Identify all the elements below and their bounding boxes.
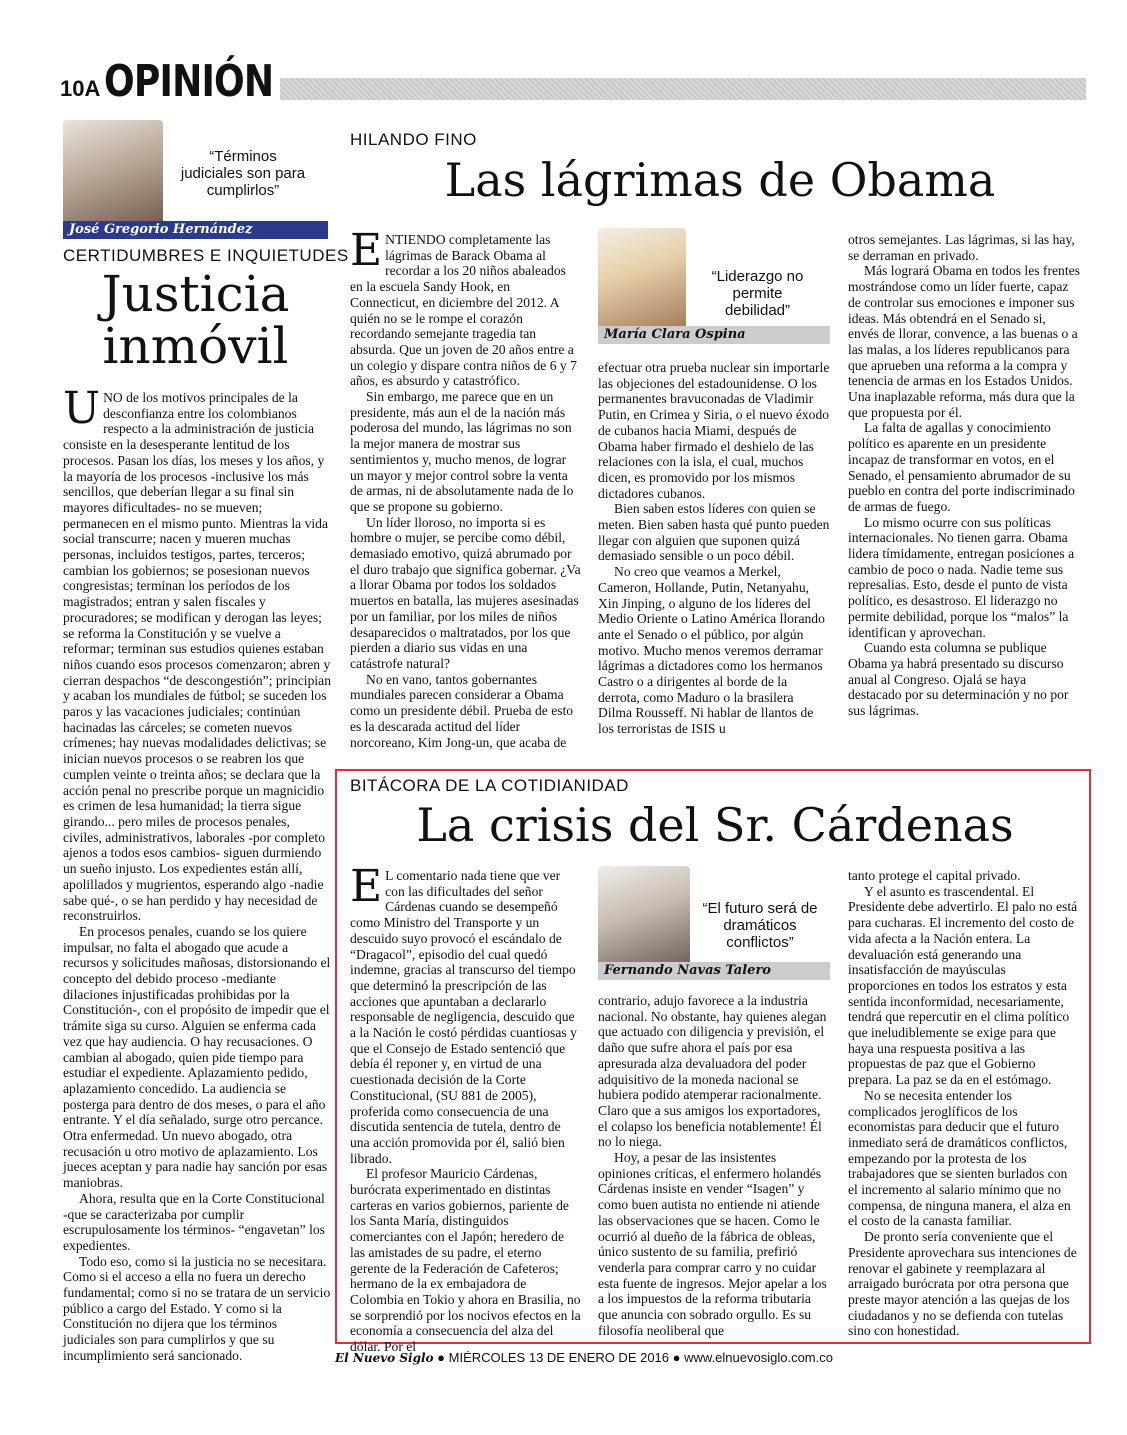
hilando-col3: otros semejantes. Las lágrimas, si las hay, se derraman en privado. Más logrará Obama en todos les frentes mostrándose como un líder fuerte, capaz de controlar sus emociones e imponer sus ideas. Más obtendrá en el Senado si, envés de llorar, convence, a las buenas o a las malas, a los líderes republicanos para que aprueben una reforma a la compra y tenencia de armas en los Estados Unidos. Una inaplazable reforma, más dura que la que propuesta por él. La falta de agallas y conocimiento político es aparente en un presidente incapaz de transformar en votos, en el Senado, el pensamiento abrumador de su pueblo en contra del porte indiscriminado de armas de fuego. Lo mismo ocurre con sus políticas internacionales. No tienen garra. Obama lidera tímidamente, entregan posiciones a cambio de poco o nada. Nadie teme sus represalias. Esto, desde el punto de vista político, es desastroso. El liderazgo no permite debilidad, porque los “malos” la identifican y aprovechan. Cuando esta columna se publique Obama ya habrá presentado su discurso anual al Congreso. Ojalá se haya destacado por su determinación y no por sus lágrimas. [848,232,1080,719]
pull-quote-hilando: “Liderazgo no permite debilidad” [711,268,804,319]
headline-left-line1: Justicia [101,265,290,323]
header-band [280,78,1086,100]
hilando-col1: ENTIENDO completamente las lágrimas de Barack Obama al recordar a los 20 niños abaleados en la escuela Sandy Hook, en Connecticut, en diciembre del 2012. A quién no se le rompe el corazón recordando semejante tragedia tan absurda. Que un joven de 20 años entre a un colegio y dispare contra niños de 6 y 7 años, es absurdo y catastrófico. Sin embargo, me parece que en un presidente, más aun el de la nación más poderosa del mundo, las lágrimas no son la mejor manera de mostrar sus sentimientos y, mucho menos, de lograr un mayor y mejor control sobre la venta de armas, ni de absolutamente nada de lo que se propone su gobierno. Un líder lloroso, no importa si es hombre o mujer, se percibe como débil, demasiado emotivo, quizá abrumado por el duro trabajo que significa gobernar. ¿Va a llorar Obama por todos los soldados muertos en batalla, las mujeres asesinadas por un familiar, por los miles de niños desaparecidos o maltratados, por los que pierden a diario sus vidas en una catástrofe natural? No en vano, tantos gobernantes mundiales parecen considerar a Obama como un presidente débil. Prueba de esto es la descarada actitud del líder norcoreano, Kim Jong-un, que acaba de [350,225,581,750]
page-footer [335,1350,1095,1370]
hilando-col2: efectuar otra prueba nuclear sin importarle las objeciones del estadounidense. O los permanentes bravuconadas de Vladimir Putin, en Crimea y Siria, o el nuevo éxodo de cubanos hacia Miami, después de Obama haber firmado el deshielo de las relaciones con la isla, el cual, muchos dicen, es promovido por los mismos dictadores cubanos. Bien saben estos líderes con quien se meten. Bien saben hasta qué punto pueden llegar con alguien que suponen quizá demasiado sensible o un poco débil. No creo que veamos a Merkel, Cameron, Hollande, Putin, Netanyahu, Xin Jinping, o alguno de los líderes del Medio Oriente o Latino América llorando ante el Senado o el público, por algún motivo. Mucho menos veremos derramar lágrimas a dictadores como los hermanos Castro o a dirigentes al borde de la derrota, como Maduro o la brasilera Dilma Rousseff. Ni hablar de llantos de los terroristas de ISIS u [598,360,830,737]
headline-left [63,265,328,375]
author-name-hernandez: José Gregorio Hernández [63,221,328,239]
dropcap-left: U [63,383,101,434]
footer-date: MIÉRCOLES 13 DE ENERO DE 2016 [448,1350,670,1365]
page-header [60,56,1086,107]
pull-quote-left: “Términos judiciales son para cumplirlos” [180,148,306,199]
author-name-navas: Fernando Navas Talero [598,962,830,980]
author-photo-ospina [598,228,686,338]
kicker-hilando: HILANDO FINO [350,130,477,149]
footer-bullet-icon: ● [672,1350,681,1365]
article-left-body: UNO de los motivos principales de la desconfianza entre los colombianos respecto a la administración de justicia consiste en la desesperante lentitud de los procesos. Pasan los días, los meses y los años, y la mayoría de los procesos -inclusive los más sencillos, que deberían llegar a su final sin mayores dificultades- no se mueven; permanecen en el mismo punto. Mientras la vida social transcurre; nacen y mueren muchas personas, incluidos testigos, partes, terceros; cambian los gobiernos; se posesionan nuevos congresistas; terminan los períodos de los magistrados; entran y salen fiscales y procuradores; se modifican y derogan las leyes; se reforma la Constitución y se vuelve a reformar; terminan sus estudios quienes estaban niños cuando esos procesos comenzaron; abren y cierran despachos “de descongestión”; principian y acaban los mundiales de fútbol; se suceden los paros y las vacaciones judiciales; continúan hacinadas las cárceles; se cometen nuevos crímenes; hay nuevas modalidades delictivas; se inician nuevos procesos o se reabren los que cumplen veinte o treinta años; se declara que la acción penal no prescribe porque un magnicidio es crimen de lesa humanidad; la tierra sigue girando... pero miles de procesos penales, civiles, administrativos, laborales -por completo ajenos a todos esos cambios- siguen durmiendo un sueño injusto. Los expedientes están allí, apolillados y mugrientos, esperando algo -nadie sabe qué-, o se han perdido y hay necesidad de reconstruirlos. En procesos penales, cuando se los quiere impulsar, no falta el abogado que acude a recursos y solicitudes mañosas, distorsionando el concepto del debido proceso -mediante dilaciones injustificadas prohibidas por la Constitución-, con el propósito de impedir que el trámite siga su curso. Alguien se enferma cada vez que hay audiencia. O hay recusaciones. O cambian al abogado, quien pide tiempo para estudiar el expediente. Aplazamiento pedido, aplazamiento concedido. La audiencia se posterga para dentro de dos meses, o para el año entrante. Y el día señalado, surge otro percance. Otra enfermedad. Un nuevo abogado, otra recusación u otro motivo de aplazamiento. Los jueces aceptan y para nadie hay sanción por esas maniobras. Ahora, resulta que en la Corte Constitucional -que se caracterizaba por cumplir escrupulosamente los términos- “engavetan” los expedientes. Todo eso, como si la justicia no se necesitara. Como si el acceso a ella no fuera un derecho fundamental; como si no se tratara de un servicio público a cargo del Estado. Y como si la Constitución no dijera que los términos judiciales son para cumplirlos y que su incumplimiento será sancionado. [63,383,331,1363]
bitacora-col1: E L comentario nada tiene que ver con las dificultades del señor Cárdenas cuando se desempeñó como Ministro del Transporte y un descuido suyo provocó el escándalo de “Dragacol”, episodio del cual quedó indemne, gracias al transcurso del tiempo que determinó la prescripción de las acciones que apuntaban a declararlo responsable de negligencia, descuido que a la Nación le costó pérdidas cuantiosas y que el Consejo de Estado sentenció que debía él reponer y, en virtud de una cuestionada decisión de la Corte Constitucional, (SU 881 de 2005), proferida como consecuencia de una discutida sentencia de tutela, dentro de una acción promovida por él, salió bien librado. El profesor Mauricio Cárdenas, burócrata experimentado en distintas carteras en varios gobiernos, pariente de los Santa María, distinguidos comerciantes con el Japón; heredero de las amistades de su padre, el eterno gerente de la Federación de Cafeteros; hermano de la ex embajadora de Colombia en Tokio y ahora en Brasilia, no se sorprendió por los nocivos efectos en la economía a consecuencia del alza del dólar. Por el [350,861,581,1355]
footer-logo: El Nuevo Siglo [335,1351,434,1365]
section-title: OPINIÓN [104,56,274,107]
dropcap-bitacora: E [350,861,383,912]
pull-quote-bitacora: “El futuro será de dramáticos conflictos” [702,900,818,951]
dropcap-hilando: E [350,225,383,276]
author-photo-navas [598,866,690,966]
bitacora-col3: tanto protege el capital privado. Y el asunto es trascendental. El Presidente debe advertirlo. El palo no está para cucharas. El incremento del costo de vida afecta a la Nación entera. La devaluación está generando una insatisfacción de mayúsculas proporciones en todos los estratos y esta sentida inconformidad, necesariamente, tendrá que repercutir en el clima político que ineludiblemente se exige para que haya una respuesta positiva a las propuestas de paz que el Gobierno prepara. La paz se da en el estómago. No se necesita entender los complicados jeroglíficos de los economistas para deducir que el futuro inmediato será de dramáticos conflictos, empezando por la protesta de los trabajadores que se sienten burlados con el incremento al salario mínimo que no compensa, de ninguna manera, el alza en el costo de la canasta familiar. De pronto sería conveniente que el Presidente aprovechara sus intenciones de renovar el gabinete y reemplazara al arraigado burócrata por otra persona que preste mayor atención a las quejas de los ciudadanos y no se defienda con tutelas sino con honestidad. [848,868,1078,1339]
headline-left-line2: inmóvil [102,317,289,375]
page-number: 10A [60,76,101,101]
author-name-ospina: María Clara Ospina [598,326,830,344]
author-photo-hernandez [63,120,163,228]
bitacora-col2: contrario, adujo favorece a la industria nacional. No obstante, hay quienes alegan que actuado con diligencia y previsión, el daño que sufre ahora el país por esa apresurada alza devaluadora del poder adquisitivo de la moneda nacional se hubiera podido atemperar racionalmente. Claro que a sus amigos los exportadores, el colapso los beneficia notablemente! Él no lo niega. Hoy, a pesar de las insistentes opiniones críticas, el enfermero holandés Cárdenas insiste en vender “Isagen” y como buen autista no entiende ni atiende las observaciones que se hacen. Como le ocurrió al dueño de la fábrica de obleas, único sustento de su familia, prefirió venderla para comprar carro y no cuidar esta fuente de ingresos. Mejor apelar a los a los impuestos de la reforma tributaria que anuncia con sobrado orgullo. Es su filosofía neoliberal que [598,993,827,1338]
kicker-left: CERTIDUMBRES E INQUIETUDES [63,246,349,265]
headline-bitacora: La crisis del Sr. Cárdenas [416,798,1014,852]
footer-bullet-icon: ● [437,1350,446,1365]
kicker-bitacora: BITÁCORA DE LA COTIDIANIDAD [350,776,629,795]
footer-url: www.elnuevosiglo.com.co [684,1350,833,1365]
headline-hilando: Las lágrimas de Obama [444,153,996,207]
